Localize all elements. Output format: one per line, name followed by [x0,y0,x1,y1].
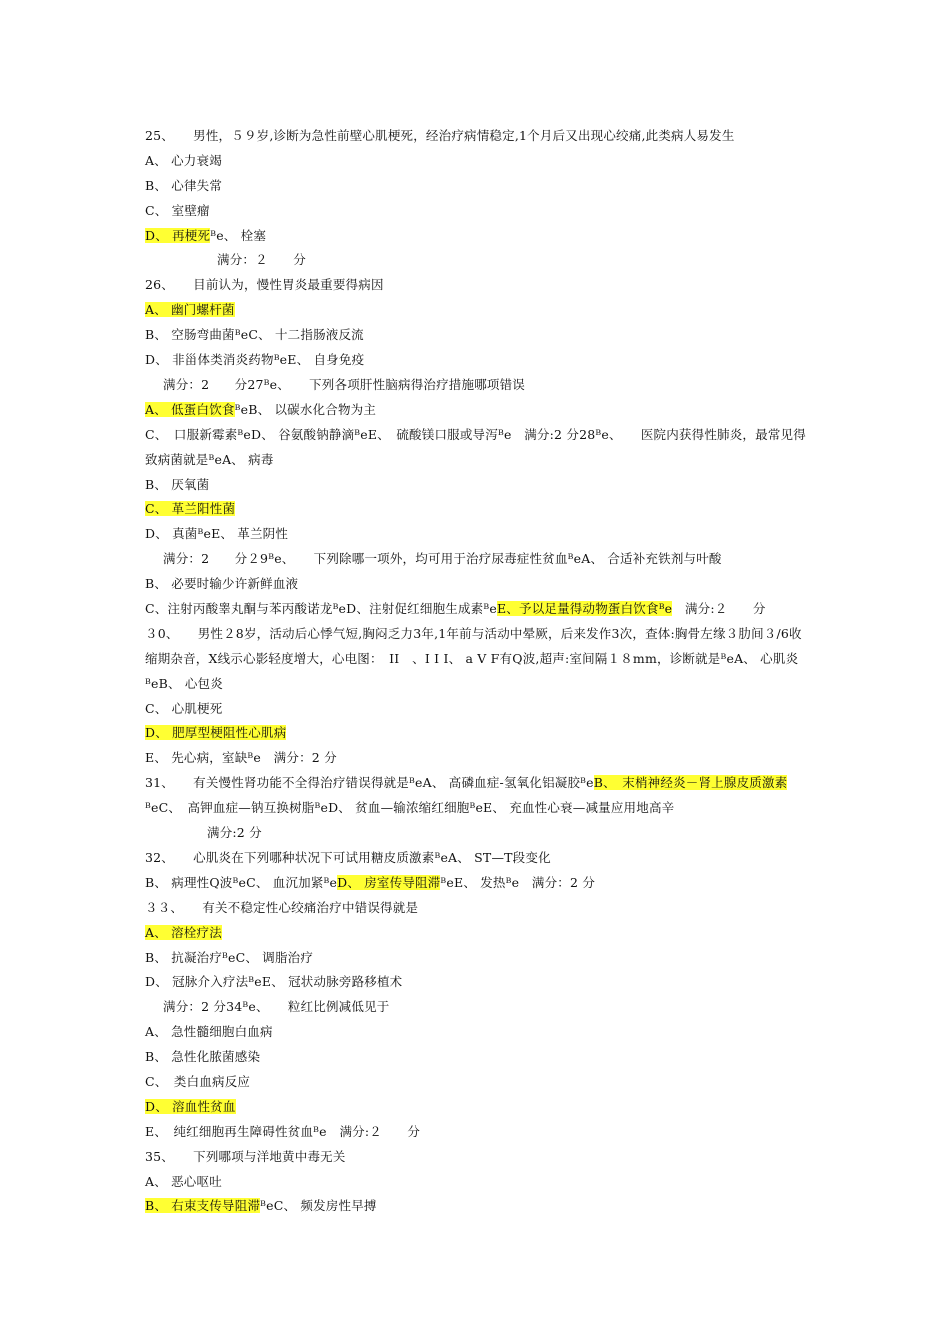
highlighted-answer: A、 幽门螺杆菌 [145,302,235,318]
highlighted-answer: D、 肥厚型梗阻性心肌病 [145,725,287,741]
option-line [145,323,810,348]
text: E、 先心病，室缺ᴮe 满分：2 分 [145,750,337,766]
option-line [145,1095,810,1120]
question-30-stem [145,622,810,697]
text: C、 室壁瘤 [145,202,210,218]
text: B、 病理性Q波ᴮeC、 血沉加紧ᴮe [145,874,338,890]
option-line [145,174,810,199]
text: 满分:2 分 [207,825,262,841]
highlighted-answer: A、 溶栓疗法 [145,924,222,940]
text: 满分：２ 分 [217,252,306,268]
text: D、 真菌ᴮeE、 革兰阴性 [145,526,289,542]
text: A、 心力衰竭 [145,152,222,168]
text: D、 非甾体类消炎药物ᴮeE、 自身免疫 [145,352,365,368]
option-line [145,721,810,746]
text: ᴮeC、 高钾血症—钠互换树脂ᴮeD、 贫血—输浓缩红细胞ᴮeE、 充血性心衰—减量应用地高辛 [145,800,675,816]
option-line [145,348,810,373]
option-line [145,473,810,498]
highlighted-answer: D、 房室传导阻滞 [337,874,441,890]
question-31-stem [145,771,810,821]
option-line [145,199,810,224]
text: 满分：2 分27ᴮe、 下列各项肝性脑病得治疗措施哪项错误 [163,376,525,392]
highlighted-answer: B、 右束支传导阻滞 [145,1198,261,1214]
option-line [145,522,810,547]
text: B、 空肠弯曲菌ᴮeC、 十二指肠液反流 [145,327,364,343]
text: D、 冠脉介入疗法ᴮeE、 冠状动脉旁路移植术 [145,974,403,990]
text: 35、 下列哪项与洋地黄中毒无关 [145,1148,346,1164]
question-32-stem [145,846,810,871]
text: ᴮeC、 频发房性早搏 [260,1198,377,1214]
text: B、 心律失常 [145,177,223,193]
highlighted-answer: D、 溶血性贫血 [145,1098,236,1114]
text: 满分:２ 分 [672,600,766,616]
option-line [145,1194,810,1219]
option-line [145,398,810,423]
option-line [145,1120,810,1145]
question-33-stem [145,896,810,921]
text: A、 恶心呕吐 [145,1173,222,1189]
option-line [145,921,810,946]
option-line [145,1020,810,1045]
option-line [145,423,810,473]
question-25-stem [145,124,810,149]
score-line [145,248,810,273]
text: ᴮeE、 发热ᴮe 满分：2 分 [440,874,596,890]
text: ᴮeB、 以碳水化合物为主 [234,401,377,417]
score-line [145,547,810,572]
question-list [145,124,810,1219]
highlighted-answer: C、 革兰阳性菌 [145,501,236,517]
text: C、注射丙酸睾丸酮与苯丙酸诺龙ᴮeD、注射促红细胞生成素ᴮe [145,600,497,616]
text: 满分：2 分34ᴮe、 粒红比例减低见于 [163,999,390,1015]
highlighted-answer: B、 末梢神经炎－肾上腺皮质激素 [593,775,788,791]
highlighted-answer: D、 再梗死 [145,227,211,243]
score-line [145,995,810,1020]
text: 31、 有关慢性肾功能不全得治疗错误得就是ᴮeA、 高磷血症-氢氧化铝凝胶ᴮe [145,775,594,791]
text: E、 纯红细胞再生障碍性贫血ᴮe 满分:２ 分 [145,1123,421,1139]
highlighted-answer: A、 低蛋白饮食 [145,401,235,417]
text: C、 类白血病反应 [145,1073,251,1089]
highlighted-answer: E、予以足量得动物蛋白饮食ᴮe [496,600,673,616]
text: A、 急性髓细胞白血病 [145,1024,273,1040]
text: 25、 男性，５９岁,诊断为急性前壁心肌梗死，经治疗病情稳定,1个月后又出现心绞痛,此类病人易发生 [145,128,735,143]
text: C、 心肌梗死 [145,700,223,716]
question-35-stem [145,1145,810,1170]
score-line [145,373,810,398]
text: B、 抗凝治疗ᴮeC、 调脂治疗 [145,949,314,965]
option-line [145,597,810,622]
option-line [145,746,810,771]
option-line [145,871,810,896]
option-line [145,1070,810,1095]
option-line [145,497,810,522]
text: 32、 心肌炎在下列哪种状况下可试用糖皮质激素ᴮeA、 ST—T段变化 [145,849,551,865]
text: 26、 目前认为，慢性胃炎最重要得病因 [145,277,384,293]
text: B、 厌氧菌 [145,476,210,492]
text: 满分：2 分２9ᴮe、 下列除哪一项外，均可用于治疗尿毒症性贫血ᴮeA、 合适补充铁剂与叶酸 [163,551,722,567]
text: C、 口服新霉素ᴮeD、 谷氨酸钠静滴ᴮeE、 硫酸镁口服或导泻ᴮe 满分:2 分28ᴮe、 医院内获得性肺炎，最常见得致病菌就是ᴮeA、 病毒 [145,426,806,467]
option-line [145,572,810,597]
question-26-stem [145,273,810,298]
option-line [145,149,810,174]
text: ３３、 有关不稳定性心绞痛治疗中错误得就是 [145,899,419,915]
score-line [145,821,810,846]
text: B、 急性化脓菌感染 [145,1049,261,1065]
text: ３0、 男性２8岁，活动后心悸气短,胸闷乏力3年,1年前与活动中晕厥，后来发作3次，查体:胸骨左缘３肋间３/6收缩期杂音，X线示心影轻度增大，心电图： II 、I I I、 a V F有Q波,超声:室间隔１８mm，诊断就是ᴮeA、 心肌炎ᴮeB、 心包炎 [145,625,802,691]
option-line [145,1170,810,1195]
text: ᴮe、 栓塞 [210,227,267,243]
option-line [145,224,810,249]
option-line [145,946,810,971]
option-line [145,970,810,995]
text: B、 必要时输少许新鲜血液 [145,576,299,592]
option-line [145,697,810,722]
option-line [145,298,810,323]
option-line [145,1045,810,1070]
